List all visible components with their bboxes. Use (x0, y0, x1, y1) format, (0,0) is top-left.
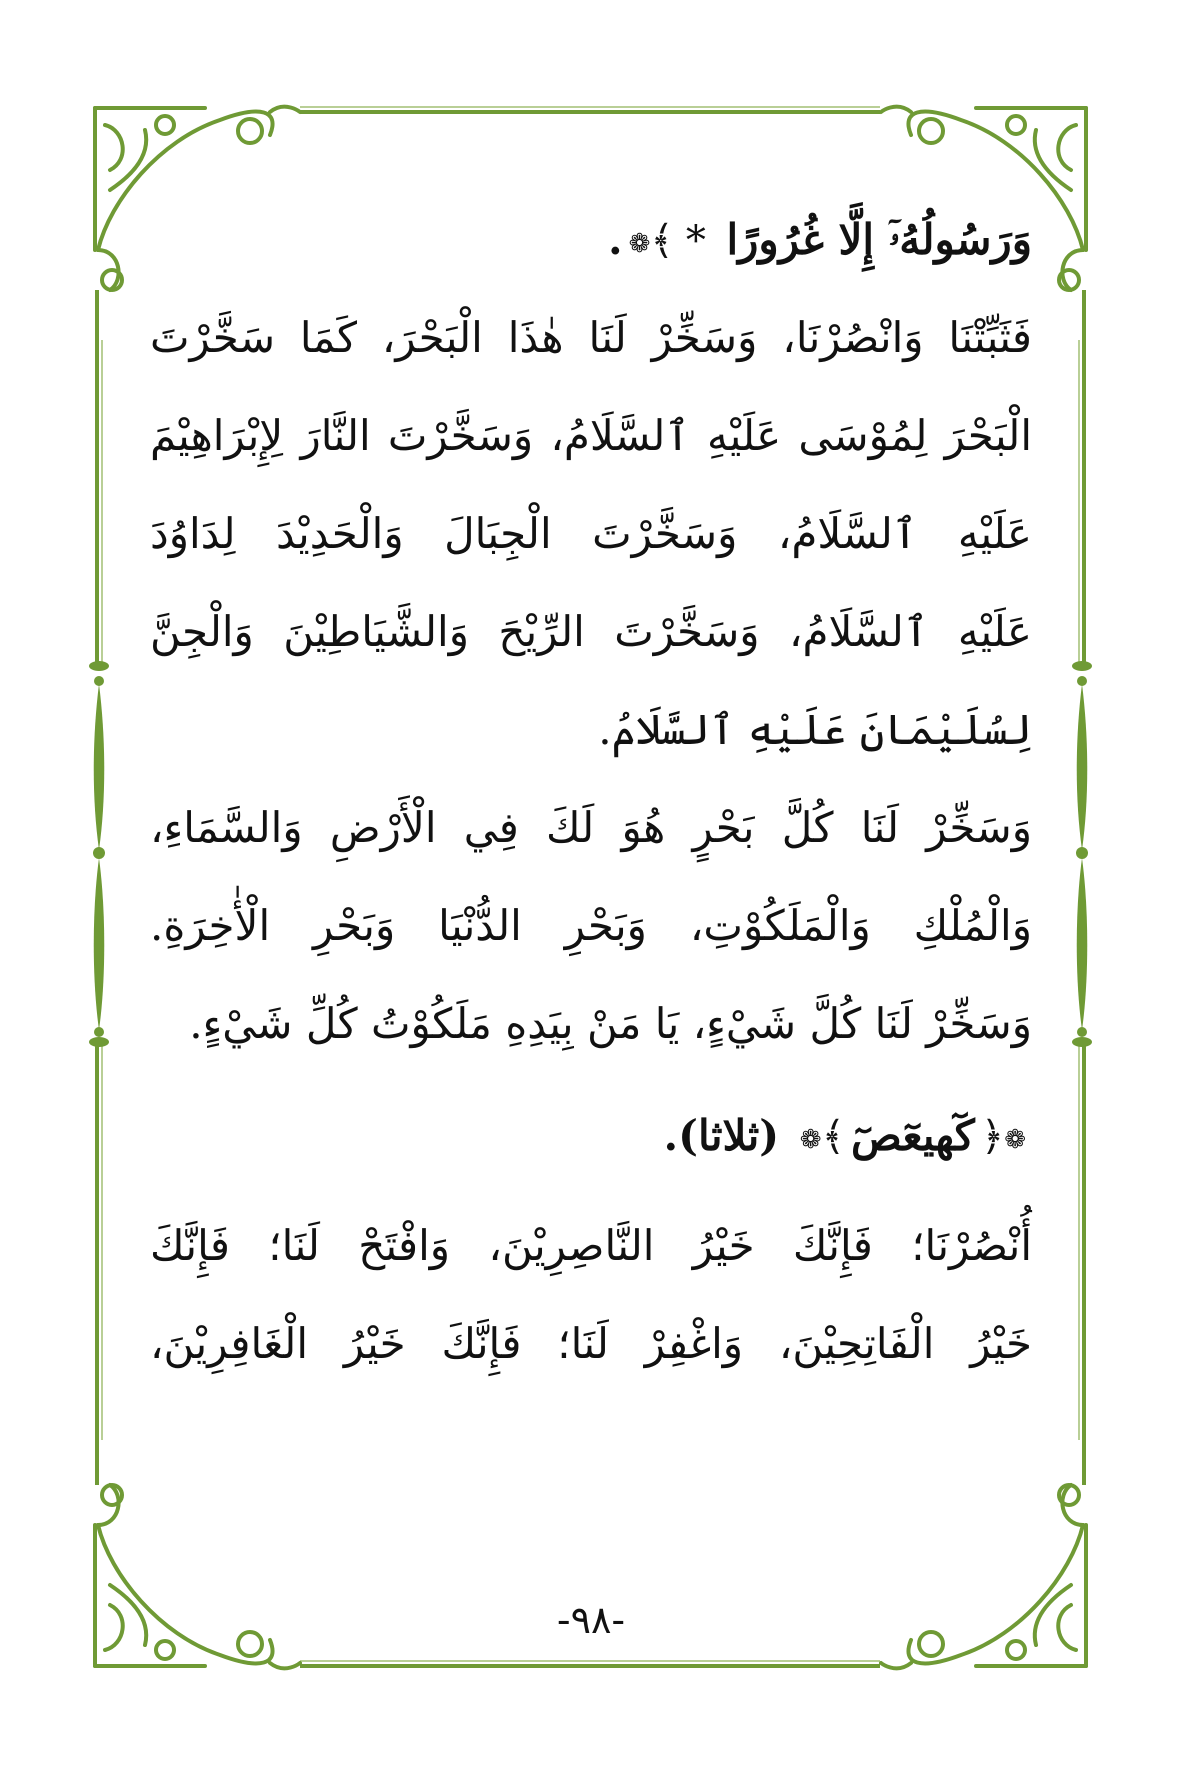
verse-line-1 (150, 212, 1032, 268)
text-line-2: فَثَبِّتْنَا وَانْصُرْنَا، وَسَخِّرْ لَنَا هٰذَا الْبَحْرَ، كَمَا سَخَّرْتَ (150, 313, 1032, 362)
punctuation: . (663, 1111, 679, 1160)
text-line-9: وَسَخِّرْ لَنَا كُلَّ شَيْءٍ، يَا مَنْ بِيَدِهِ مَلَكُوْتُ كُلِّ شَيْءٍ. (189, 999, 1032, 1048)
muqattaat-letters: كٓهيعٓصٓ (851, 1111, 975, 1160)
text-line-11: أُنْصُرْنَا؛ فَإِنَّكَ خَيْرُ النَّاصِرِيْنَ، وَافْتَحْ لَنَا؛ فَإِنَّكَ (150, 1221, 1032, 1270)
verse-end-mark: * (685, 218, 706, 264)
spindle-ornament-left (89, 661, 109, 1047)
punctuation: . (608, 215, 623, 264)
text-line-6: لِسُلَيْمَانَ عَلَيْهِ ٱلسَّلَامُ. (598, 705, 1032, 754)
spindle-ornament-right (1072, 661, 1092, 1047)
text-line-8: وَالْمُلْكِ وَالْمَلَكُوْتِ، وَبَحْرِ الدُّنْيَا وَبَحْرِ الْأٰخِرَةِ. (150, 901, 1032, 950)
text-line-4: عَلَيْهِ ٱلسَّلَامُ، وَسَخَّرْتَ الْجِبَالَ وَالْحَدِيْدَ لِدَاوُدَ (150, 509, 1032, 558)
flower-icon: ❁ (628, 229, 651, 259)
flower-icon: ❁ (1004, 1125, 1026, 1155)
text-line-3: الْبَحْرَ لِمُوْسَى عَلَيْهِ ٱلسَّلَامُ، وَسَخَّرْتَ النَّارَ لِإِبْرَاهِيْمَ (150, 411, 1032, 460)
closing-bracket-icon: ﴾❁ (800, 1109, 845, 1168)
text-line-5: عَلَيْهِ ٱلسَّلَامُ، وَسَخَّرْتَ الرِّيْحَ وَالشَّيَاطِيْنَ وَالْجِنَّ (150, 607, 1032, 656)
closing-bracket-icon: ﴾❁ (629, 213, 674, 272)
page-number: -٩٨- (556, 1598, 626, 1642)
flower-icon: ❁ (799, 1125, 822, 1155)
opening-bracket-icon: ❁﴿ (981, 1109, 1026, 1168)
verse-text: وَرَسُولُهُۥٓ إِلَّا غُرُورًا (726, 215, 1032, 264)
text-line-12: خَيْرُ الْفَاتِحِيْنَ، وَاغْفِرْ لَنَا؛ فَإِنَّكَ خَيْرُ الْغَافِرِيْنَ، (150, 1319, 1032, 1368)
verse-line-10 (150, 1108, 1032, 1164)
text-line-7: وَسَخِّرْ لَنَا كُلَّ بَحْرٍ هُوَ لَكَ فِي الْأَرْضِ وَالسَّمَاءِ، (150, 803, 1032, 852)
repeat-note: (ثلاثا) (678, 1111, 780, 1160)
